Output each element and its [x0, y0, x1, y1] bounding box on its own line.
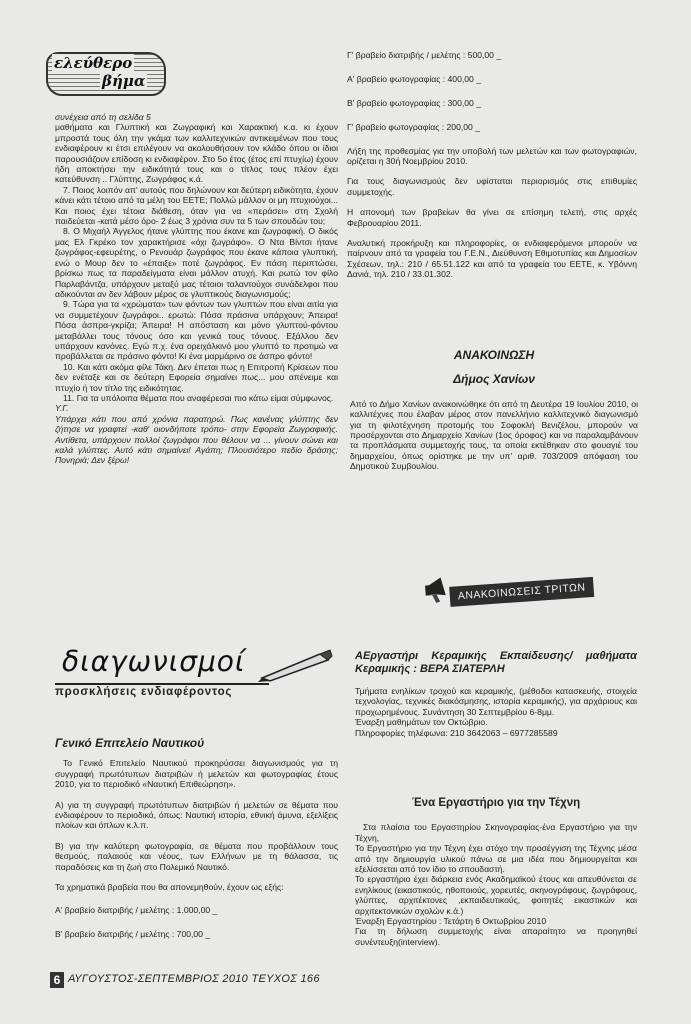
prize-line: Γ' βραβείο διατριβής / μελέτης : 500,00 _ — [347, 50, 502, 60]
ceramics-notice — [355, 650, 637, 738]
workshop-heading: Ένα Εργαστήριο για την Τέχνη — [411, 797, 581, 809]
prize-line: Β' βραβείο φωτογραφίας : 300,00 _ — [347, 97, 481, 108]
issue-info: ΑΥΓΟΥΣΤΟΣ-ΣΕΠΤΕΜΒΡΙΟΣ 2010 ΤΕΥΧΟΣ 166 — [68, 973, 320, 985]
page-footer — [50, 972, 350, 990]
navy-paragraph: Αναλυτική προκήρυξη και πληροφορίες, οι ενδιαφερόμενοι μπορούν να παίρνουν από τα γραφεία του Γ.Ε.Ν., Διεύθυνση Εθιμοτυπίας και Δημοσίων Σχέσεων, τηλ.: 210 / 65.51.122 και από τα γραφεία του ΕΕΤΕ, κ. Υβόννη Δανιά, τηλ. 210 / 33.01.302. — [347, 238, 637, 280]
article-paragraph: 9. Τώρα για τα «χρώματα» των φόντων των γλυπτών που είναι αιτία για να συμμετέχουν ζωγράφοι.. ερωτώ: Πόσα πράσινα υπάρχουν; Άπειρα! Πόσα άσπρα-γκρίζα; Άπειρα! Η απόσταση και μόνο γλυπτού-φόντου μεταβάλλει τους τόνους όσο και γενικά τους τόνους. Εξάλλου δεν υπάρχουν κανόνες. Εγώ π.χ. ένα ορειχάλκινό μου γλυπτό το προτιμώ να προβάλλεται σε πράσινο φόντο! Κι ένα μαρμάρινο σε άσπρο φόντο! — [55, 299, 338, 362]
workshop-paragraph: Έναρξη Εργαστηρίου : Τετάρτη 6 Οκτωβρίου 2010 — [355, 916, 547, 927]
navy-paragraph: Για τους διαγωνισμούς δεν υφίσταται περιορισμός στις επιθυμίες συμμετοχής. — [347, 176, 637, 197]
navy-contest-continued — [347, 50, 637, 280]
prize-line: Γ' βραβείο φωτογραφίας : 200,00 _ — [347, 121, 480, 132]
continued-note: συνέχεια από τη σελίδα 5 — [55, 112, 151, 122]
announcement-subheading: Δήμος Χανίων — [453, 372, 535, 387]
postscript: Υπάρχει κάτι που από χρόνια παρατηρώ. Πως κανένας γλύπτης δεν ζήτησε να γραφτεί -καθ' οιονδήποτε τρόπο- στην Εφορεία Ζωγραφικής. Αντίθετα, υπάρχουν πολλοί ζωγράφοι που θέλουν να ... γίνουν σώνει και καλά γλύπτες. Αυτό κάτι σημαίνει! Αγάπη; Πλουσιότερο πεδίο δράσης; Πονηριά; Δεν ξέρω! — [55, 413, 338, 466]
navy-paragraph: Τα χρηματικά βραβεία που θα απονεμηθούν, έχουν ως εξής: — [55, 882, 284, 893]
workshop-paragraph: Στα πλαίσια του Εργαστηρίου Σκηνογραφίας-ένα Εργαστήριο για την Τέχνη, — [355, 822, 637, 843]
navy-heading: Γενικό Επιτελείο Ναυτικού — [55, 736, 205, 750]
navy-paragraph: Α) για τη συγγραφή πρωτότυπων διατριβών ή μελετών σε θέματα που ενδιαφέρουν το περιοδικό, όπως: Ναυτική ιστορία, εθνική άμυνα, εξελίξεις πλοίων και όπλων κ.λ.π. — [55, 799, 338, 831]
prize-line: Α' βραβείο διατριβής / μελέτης : 1.000,00 _ — [55, 905, 218, 916]
article-paragraph: μαθήματα και Γλυπτική και Ζωγραφική και Χαρακτική κ.α. κι έχουν μπροστά τους όλη την γκάμα των καλλιτεχνικών αντικειμένων που τους ενδιαφέρουν κι έτσι επιλέγουν να ακολουθήσουν τον κλάδο όπου οι ίδιοι παρουσιάζουν επίδοση κι ενδιαφέρον. Στο 5ο έτος (έτος επί πτυχίω) έχουν ήδη αποκτήσει την ειδικότητά τους και ο τίτλος τους πλέον έχει κατεύθυνση .. Γλύπτης, Ζωγράφος κ.ά. — [55, 122, 338, 185]
article-paragraph: 8. Ο Μιχαήλ Άγγελος ήτανε γλύπτης που έκανε και ζωγραφική. Ο δικός μας Ελ Γκρέκο τον χαρακτήρισε «όχι ζωγράφο». Ο Ντα Βίντσι ήτανε ζωγράφος-εφευρέτης, ο Ρενουάρ ζωγράφος που έκανε κάποια γλυπτική, ενώ ο Μουρ δεν το «έπαιξε» ποτέ ζωγράφος. Εν πάση περιπτώσει, βρίσκω πως τα παραδείγματα είναι μάλλον ατυχή. Και ρωτώ τον φίλο Παρλαβάντζα, υπάρχουν μεταξύ μας τέτοιοι ταλαντούχοι συνάδελφοι που αδικούνται αν δεν λάβουν μέρος σε γλυπτικούς διαγωνισμούς; — [55, 226, 338, 299]
ceramics-start: Έναρξη μαθημάτων τον Οκτώβριο. — [355, 717, 488, 728]
announcement — [350, 350, 638, 472]
workshop-paragraph: Το Εργαστήριο για την Τέχνη έχει στόχο την προσέγγιση της Τέχνης μέσα από την δημιουργία υλικού πάνω σε μια ιδέα που δημιουργείται και εξελίσσεται από τον ίδιο το σπουδαστή. — [355, 843, 637, 875]
navy-paragraph: Β) για την καλύτερη φωτογραφία, σε θέματα που προβάλλουν τους θεσμούς, παλαιούς και νέους, των Ελλήνων με τη θάλασσα, τις παραδόσεις και τη ζωή στο Πολεμικό Ναυτικό. — [55, 840, 338, 872]
navy-paragraph: Το Γενικό Επιτελείο Ναυτικού προκηρύσσει διαγωνισμούς για τη συγγραφή πρωτότυπων διατριβών ή μελετών και φωτογραφίας έτους 2010, για το περιοδικό «Ναυτική Επιθεώρηση». — [55, 758, 338, 790]
third-party-label: ΑΝΑΚΟΙΝΩΣΕΙΣ ΤΡΙΤΩΝ — [449, 577, 594, 607]
prize-line: Α' βραβείο φωτογραφίας : 400,00 _ — [347, 73, 481, 84]
workshop-notice — [355, 798, 637, 947]
third-party-banner — [423, 571, 617, 620]
navy-contest — [55, 738, 338, 953]
page-number: 6 — [50, 972, 64, 988]
prize-line: Β' βραβείο διατριβής / μελέτης : 700,00 _ — [55, 929, 211, 940]
navy-paragraph: Η απονομή των βραβείων θα γίνει σε επίσημη τελετή, στις αρχές Φεβρουαρίου 2011. — [347, 207, 637, 228]
masthead-logo — [46, 52, 166, 96]
ceramics-phones: Πληροφορίες τηλέφωνα: 210 3642063 – 6977285589 — [355, 727, 558, 738]
ceramics-text: Τμήματα ενηλίκων τροχού και κεραμικής, (μέθοδοι κατασκευής, στοιχεία τεχνολογίας, τεχνικές διακόσμησης, ιστορία κεραμικής), για αρχάριους και προχωρημένους. Συνάντηση 30 Σεπτεμβρίου 6-8μμ. — [355, 686, 637, 717]
ceramics-heading: ΑΕργαστήρι Κεραμικής Εκπαίδευσης/ μαθήματα Κεραμικής : ΒΕΡΑ ΣΙΑΤΕΡΛΗ — [355, 650, 637, 675]
workshop-paragraph: Για τη δήλωση συμμετοχής είναι απαραίτητο να προηγηθεί συνέντευξη(interview). — [355, 926, 637, 947]
contests-subtitle: προσκλήσεις ενδιαφέροντος — [55, 683, 269, 698]
article-paragraph: 11. Για τα υπόλοιπα θέματα που αναφέρεσαι πιο κάτω είμαι σύμφωνος. — [63, 392, 334, 403]
pen-icon — [258, 648, 334, 682]
announcement-heading: ΑΝΑΚΟΙΝΩΣΗ — [453, 348, 535, 362]
navy-paragraph: Λήξη της προθεσμίας για την υποβολή των μελετών και των φωτογραφιών, ορίζεται η 30ή Νοεμβρίου 2010. — [347, 145, 637, 167]
masthead-line2: βήμα — [102, 72, 146, 90]
masthead-line1: ελεύθερο — [54, 54, 133, 72]
contests-title: διαγωνισμοί — [62, 645, 246, 678]
signature: Υ.Γ. — [55, 403, 69, 414]
announcement-text: Από το Δήμο Χανίων ανακοινώθηκε ότι από τη Δευτέρα 19 Ιουλίου 2010, οι καλλιτέχνες που έλαβαν μέρος στον πανελλήνιο καλλιτεχνικό διαγωνισμό για τη φιλοτέχνηση προτομής του Σοφοκλή Βενιζέλου, μπορούν να προσέρχονται στο Δημαρχείο Χανίων (1ος όροφος) και να παραλαμβάνουν τα προπλάσματα συμμετοχής τους, τα οποία εκτέθηκαν στο φουαγιέ του δημαρχείου, όπως ορίστηκε με την υπ' αριθ. 703/2009 απόφαση του Δημοτικού Συμβουλίου. — [350, 398, 638, 472]
workshop-paragraph: Το εργαστήριο έχει διάρκεια ενός Ακαδημαϊκού έτους και απευθύνεται σε ενηλίκους (εικαστικούς, ηθοποιούς, χορευτές, σκηνογράφους, ζωγράφους, γλύπτες, αρχιτέκτονες ,εκπαιδευτικούς, φοιτητές εικαστικών και αρχιτεκτονικών σχολών κ.ά.) — [355, 874, 637, 916]
article-paragraph: 7. Ποιος λοιπόν απ' αυτούς που δηλώνουν και δεύτερη ειδικότητα, έχουν κάνει κάτι τέτοιο από τα μέλη του ΕΕΤΕ; Πολλώ μάλλον οι μη πτυχιούχοι... Και ποιος έχει τέτοια διάθεση, όταν για να «περάσει» στη Σχολή παιδεύεται -κατά μέσο όρο- 2 έως 3 χρόνια συν τα 5 των σπουδών του; — [55, 184, 338, 227]
article-paragraph: 10. Και κάτι ακόμα φίλε Τάκη. Δεν έπεται πως η Επιτροπή Κρίσεων που δεν ενέταξε και σε δεύτερη Εφορεία σημαίνει πως... μου απένειμε και πτυχίο ή τον τίτλο της ειδικότητας. — [55, 361, 338, 393]
left-article — [55, 112, 338, 466]
